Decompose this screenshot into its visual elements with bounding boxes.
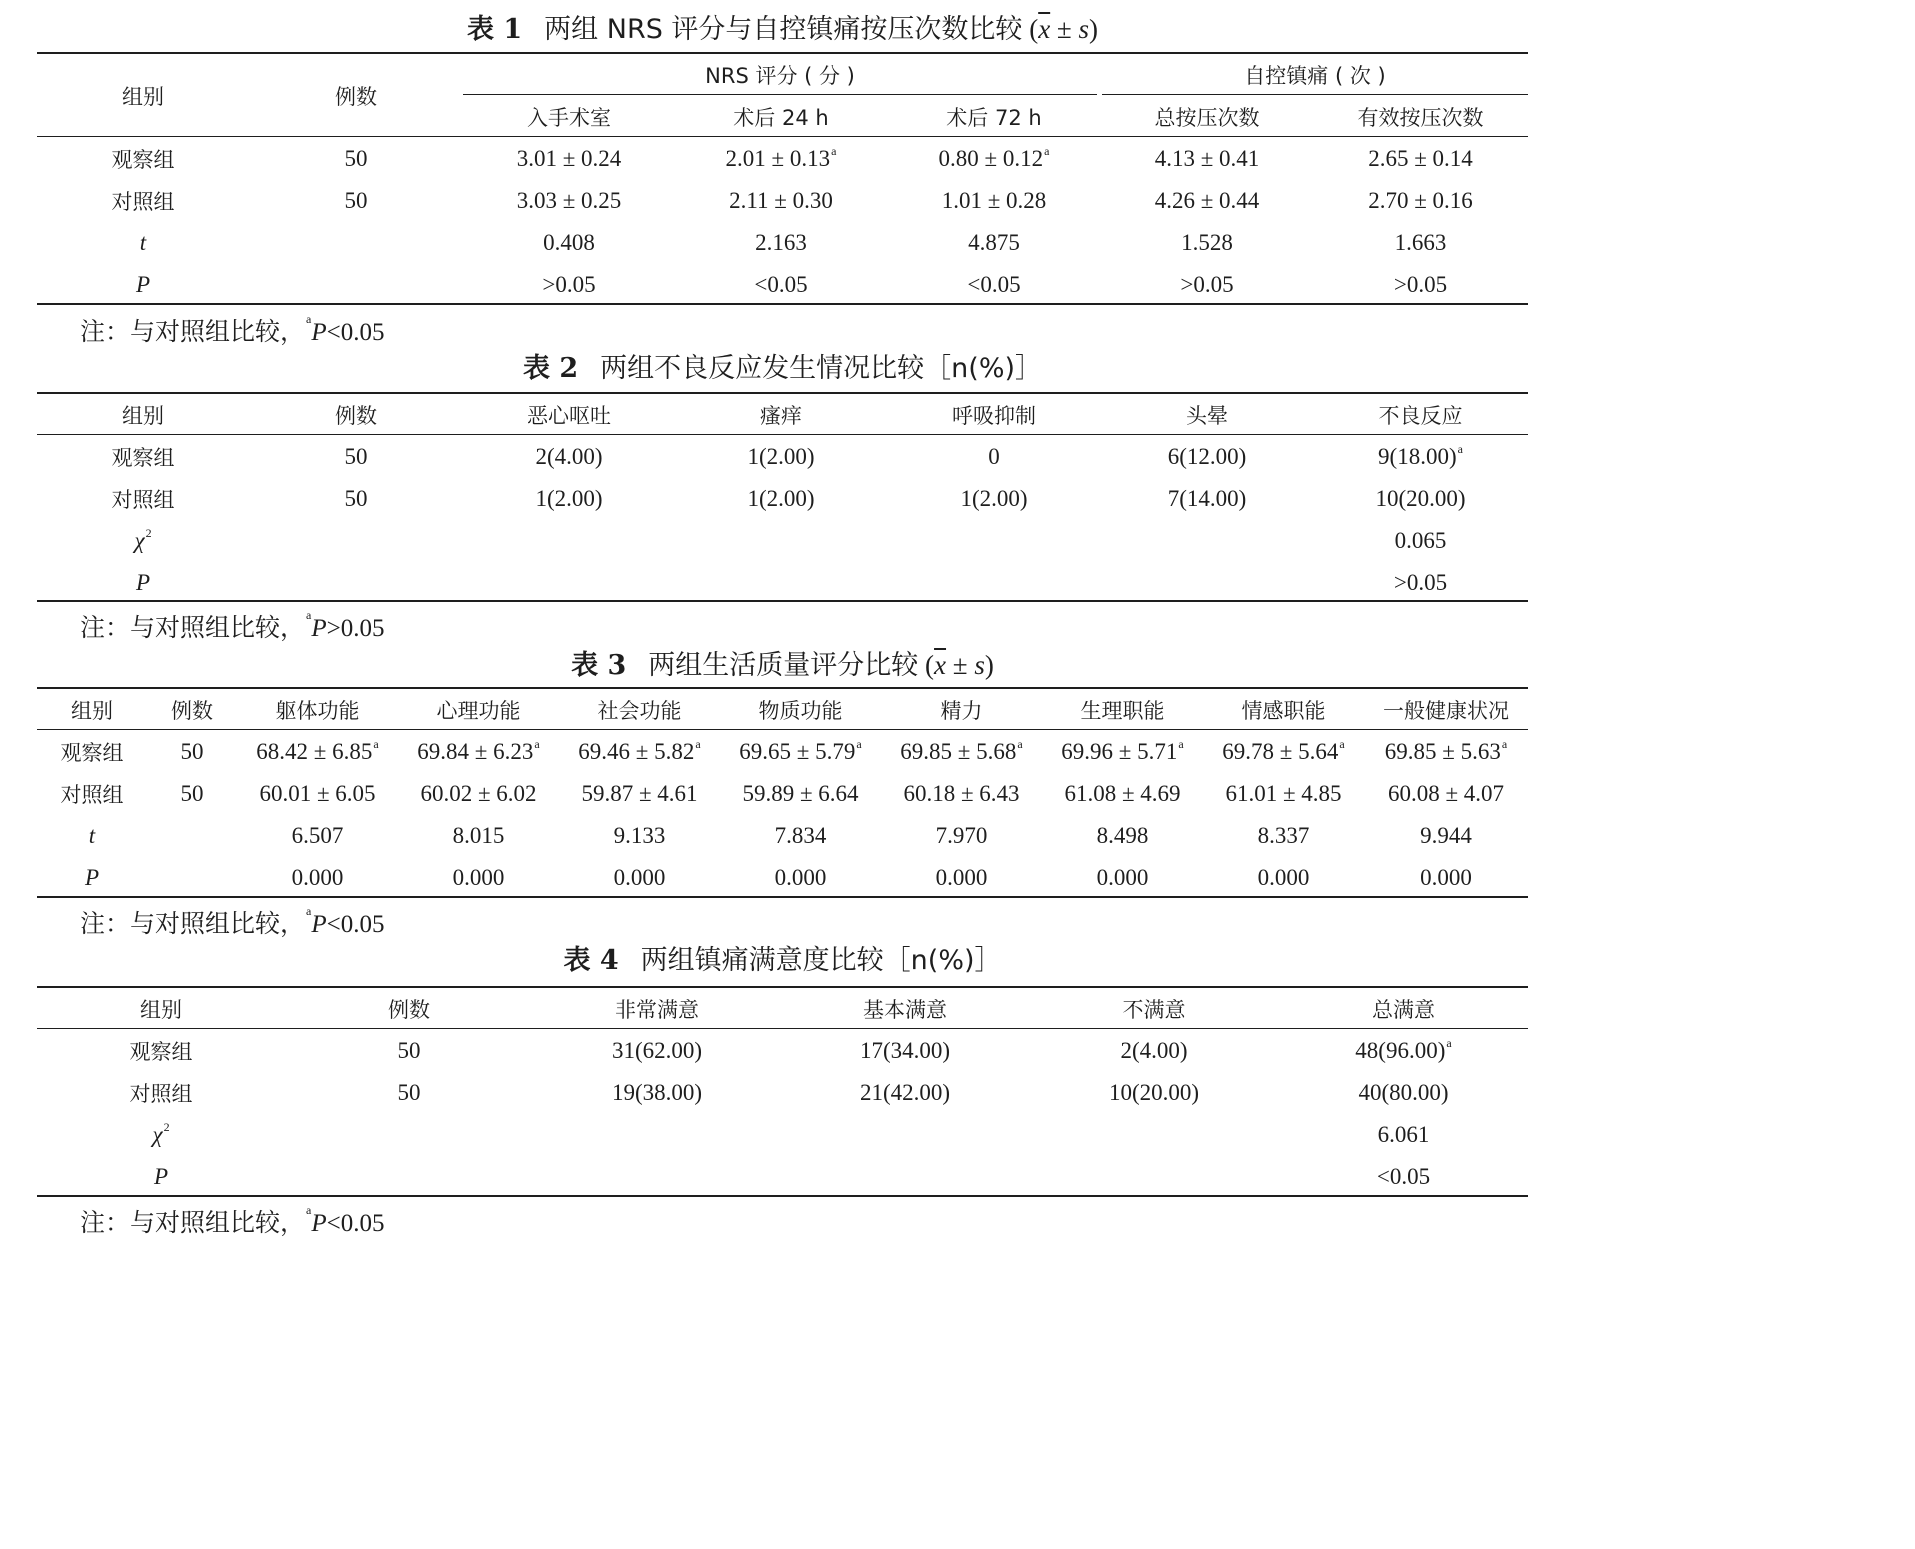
table-cell — [720, 773, 881, 815]
table-cell — [285, 1114, 533, 1156]
table-cell-value: 19(38.00) — [611, 1080, 703, 1105]
table-cell: 69.96 ± 5.71 $^a$ — [1061, 737, 1184, 764]
row-label — [37, 138, 249, 180]
table-cell-value: 2.01 ± 0.13 — [725, 146, 831, 171]
table-cell — [887, 436, 1101, 478]
table-2-note-rest: >0.05 — [326, 615, 385, 642]
table-cell — [237, 857, 398, 899]
table-cell-value: 7.970 — [935, 823, 988, 848]
table-cell-value: 3.01 ± 0.24 — [516, 146, 622, 171]
row-label-text: P — [135, 570, 151, 595]
table-cell-value: 4.875 — [968, 230, 1020, 255]
table-cell: 69.85 ± 5.63 $^a$ — [1384, 737, 1508, 764]
table-cell-value: 0.000 — [1420, 865, 1472, 890]
table-cell-value: 1(2.00) — [747, 444, 815, 469]
table-cell — [249, 562, 463, 604]
table-2-col-resp-depression: 呼吸抑制 — [952, 404, 1036, 428]
table-cell-value: 50 — [397, 1080, 421, 1105]
row-label-text: P — [153, 1164, 169, 1189]
row-label — [37, 1156, 285, 1198]
table-3-col-group: 组别 — [71, 699, 113, 723]
table-cell-value: >0.05 — [542, 272, 596, 297]
table-cell — [1313, 562, 1528, 604]
table-cell — [1101, 562, 1313, 604]
table-1-col-effective-press: 有效按压次数 — [1357, 106, 1484, 130]
row-label — [37, 264, 249, 306]
table-cell — [147, 773, 237, 815]
table-1-group-header-nrs: NRS 评分 ( 分 ) — [705, 64, 855, 88]
table-3-top-rule — [37, 687, 1528, 689]
table-cell-value: 60.08 ± 4.07 — [1387, 781, 1505, 806]
table-cell — [881, 773, 1042, 815]
table-3-stat-sign: ± — [946, 650, 975, 680]
table-cell-value: <0.05 — [754, 272, 808, 297]
row-label — [37, 815, 147, 857]
table-cell-value: 60.18 ± 6.43 — [903, 781, 1020, 806]
table-cell — [398, 815, 559, 857]
table-cell — [887, 520, 1101, 562]
table-cell-value: <0.05 — [967, 272, 1021, 297]
table-cell-value: 60.01 ± 6.05 — [259, 781, 376, 806]
table-1-group-header-pca: 自控镇痛 ( 次 ) — [1244, 64, 1386, 88]
table-cell-value: 21(42.00) — [859, 1080, 951, 1105]
table-2-col-dizziness: 头晕 — [1186, 404, 1228, 428]
table-cell-value: 50 — [344, 486, 368, 511]
table-cell-value: 1.01 ± 0.28 — [941, 188, 1047, 213]
table-cell — [781, 1114, 1029, 1156]
table-1-col-n: 例数 — [335, 85, 377, 109]
table-2-top-rule — [37, 392, 1528, 394]
table-cell — [1101, 138, 1313, 180]
table-cell — [533, 1072, 781, 1114]
table-3-col-physical: 躯体功能 — [275, 699, 360, 723]
table-cell-value: 2(4.00) — [1120, 1038, 1188, 1063]
table-cell — [398, 857, 559, 899]
table-cell-value: 0.000 — [613, 865, 666, 890]
table-cell-value: >0.05 — [1393, 570, 1448, 595]
table-cell-value: 1(2.00) — [747, 486, 815, 511]
table-1-header-rule — [37, 136, 1528, 137]
table-cell — [463, 562, 675, 604]
table-cell — [237, 815, 398, 857]
table-cell — [1101, 436, 1313, 478]
table-cell — [1101, 520, 1313, 562]
table-cell-value: 69.96 ± 5.71 — [1061, 739, 1178, 764]
table-cell-value: 8.015 — [452, 823, 505, 848]
table-cell-value: >0.05 — [1393, 272, 1448, 297]
table-3-number: 表 3 — [571, 650, 627, 681]
table-cell — [463, 180, 675, 222]
table-cell — [887, 180, 1101, 222]
table-cell-value: 0 — [988, 444, 1000, 469]
table-3-note — [80, 904, 384, 940]
table-2-col-nausea: 恶心呕吐 — [527, 404, 611, 428]
table-cell — [720, 857, 881, 899]
table-cell-value: 2.70 ± 0.16 — [1368, 188, 1473, 213]
table-3-note-prefix: 注：与对照组比较， — [80, 909, 306, 938]
table-cell — [463, 436, 675, 478]
table-3-col-n: 例数 — [171, 699, 213, 723]
row-label-text: 对照组 — [129, 1082, 193, 1106]
table-cell-value: 2.65 ± 0.14 — [1368, 146, 1473, 171]
table-cell-value: 0.065 — [1394, 528, 1447, 553]
table-1-note-rest: <0.05 — [326, 319, 385, 346]
table-cell — [1203, 773, 1364, 815]
table-cell — [675, 264, 887, 306]
table-cell — [675, 478, 887, 520]
table-cell — [720, 815, 881, 857]
table-cell-value: 6.061 — [1377, 1122, 1430, 1147]
table-cell — [1313, 138, 1528, 180]
table-cell-value: 0.408 — [543, 230, 595, 255]
table-1-col-total-press: 总按压次数 — [1154, 106, 1260, 130]
table-4-note-prefix: 注：与对照组比较， — [80, 1208, 306, 1237]
table-4-title: 两组镇痛满意度比较［n(%)］ — [640, 945, 1002, 976]
table-4-caption — [37, 944, 1528, 978]
table-cell — [1313, 478, 1528, 520]
table-cell-value: 59.87 ± 4.61 — [581, 781, 698, 806]
table-cell-value: 69.78 ± 5.64 — [1222, 739, 1339, 764]
table-cell-value: 69.85 ± 5.63 — [1384, 739, 1501, 764]
table-cell-value: 17(34.00) — [859, 1038, 951, 1063]
table-cell-value: 0.000 — [935, 865, 988, 890]
row-label — [37, 180, 249, 222]
table-cell-value: 0.000 — [1257, 865, 1310, 890]
row-label-text: P — [84, 865, 100, 890]
table-cell — [1101, 180, 1313, 222]
row-label: χ $^2$ — [152, 1120, 170, 1147]
row-label-text: χ — [134, 528, 145, 553]
row-label — [37, 731, 147, 773]
row-label-text: 对照组 — [60, 783, 124, 807]
table-cell — [781, 1030, 1029, 1072]
row-label — [37, 857, 147, 899]
table-1-group-rule-nrs — [463, 94, 1097, 95]
table-4-note-rest: <0.05 — [326, 1210, 385, 1237]
table-cell-value: 2(4.00) — [535, 444, 603, 469]
table-4-top-rule — [37, 986, 1528, 988]
table-2-col-n: 例数 — [335, 404, 377, 428]
row-label-text: χ — [152, 1122, 163, 1147]
table-3-note-p: P — [311, 911, 327, 938]
table-cell — [881, 857, 1042, 899]
table-cell-value: 8.337 — [1257, 823, 1310, 848]
table-cell — [533, 1156, 781, 1198]
table-cell-value: 10(20.00) — [1375, 486, 1466, 511]
table-cell — [675, 562, 887, 604]
table-1-top-rule — [37, 52, 1528, 54]
table-cell — [781, 1072, 1029, 1114]
table-3-col-social: 社会功能 — [597, 699, 682, 723]
table-cell-value: 0.80 ± 0.12 — [938, 146, 1044, 171]
table-cell — [285, 1030, 533, 1072]
table-cell: 69.46 ± 5.82 $^a$ — [578, 737, 701, 764]
table-cell-value: 8.498 — [1096, 823, 1149, 848]
table-cell-value: 40(80.00) — [1358, 1080, 1449, 1105]
table-4-header-rule — [37, 1028, 1528, 1029]
row-label-text: 观察组 — [111, 148, 175, 172]
table-3-col-vitality: 精力 — [940, 699, 983, 723]
table-cell — [881, 815, 1042, 857]
table-cell — [1279, 1114, 1528, 1156]
table-cell: 69.78 ± 5.64 $^a$ — [1222, 737, 1345, 764]
table-cell — [675, 180, 887, 222]
table-4-note-p: P — [311, 1210, 327, 1237]
table-cell-value: 50 — [344, 188, 368, 213]
table-cell — [887, 222, 1101, 264]
table-1-title: 两组 NRS 评分与自控镇痛按压次数比较 — [544, 14, 1023, 45]
table-2-title: 两组不良反应发生情况比较［n(%)］ — [600, 353, 1043, 384]
table-cell-value: 2.11 ± 0.30 — [729, 188, 833, 213]
row-label-text: 对照组 — [111, 488, 175, 512]
table-1-note-prefix: 注：与对照组比较， — [80, 317, 306, 346]
table-cell-value: 69.84 ± 6.23 — [417, 739, 534, 764]
table-cell: 9(18.00) $^a$ — [1378, 442, 1463, 469]
table-cell — [1279, 1072, 1528, 1114]
row-label — [37, 478, 249, 520]
table-4-number: 表 4 — [563, 945, 619, 976]
table-4-col-n: 例数 — [388, 998, 430, 1022]
table-cell — [887, 562, 1101, 604]
table-cell — [398, 773, 559, 815]
row-label-text: 观察组 — [129, 1040, 193, 1064]
table-cell — [249, 222, 463, 264]
table-cell — [1029, 1072, 1279, 1114]
table-cell — [249, 138, 463, 180]
table-cell — [147, 815, 237, 857]
table-cell — [1101, 264, 1313, 306]
table-cell-value: 50 — [344, 444, 368, 469]
table-cell-value: 0.000 — [774, 865, 827, 890]
table-cell: 68.42 ± 6.85 $^a$ — [256, 737, 379, 764]
table-cell — [249, 520, 463, 562]
table-2-note-p: P — [311, 615, 327, 642]
table-cell-value: >0.05 — [1180, 272, 1234, 297]
row-label — [37, 436, 249, 478]
table-cell-value: 69.65 ± 5.79 — [739, 739, 856, 764]
table-cell — [1101, 222, 1313, 264]
table-cell: 69.84 ± 6.23 $^a$ — [417, 737, 540, 764]
table-1-col-entry: 入手术室 — [527, 106, 611, 130]
table-4-col-total-satisfied: 总满意 — [1372, 998, 1435, 1022]
table-cell — [675, 222, 887, 264]
table-1-stat-sign: ± — [1050, 14, 1079, 44]
table-4-note-sup: a — [306, 1202, 312, 1217]
table-1-col-24h: 术后 24 h — [733, 106, 829, 130]
table-cell — [463, 264, 675, 306]
table-cell — [1313, 180, 1528, 222]
table-1-note-sup: a — [306, 311, 312, 326]
row-label — [37, 1072, 285, 1114]
table-cell: 0.80 ± 0.12 $^a$ — [938, 144, 1050, 171]
table-cell: 2.01 ± 0.13 $^a$ — [725, 144, 837, 171]
table-cell — [1042, 815, 1203, 857]
table-cell — [1313, 520, 1528, 562]
table-cell-value: 69.85 ± 5.68 — [900, 739, 1017, 764]
table-3-col-material: 物质功能 — [758, 699, 843, 723]
row-label-text: t — [139, 230, 147, 255]
table-cell — [285, 1072, 533, 1114]
table-cell — [887, 478, 1101, 520]
table-2-caption — [37, 352, 1528, 386]
table-cell — [1203, 857, 1364, 899]
table-1-section — [37, 0, 1528, 352]
table-3-title: 两组生活质量评分比较 — [648, 650, 919, 681]
table-cell — [781, 1156, 1029, 1198]
table-cell — [1279, 1156, 1528, 1198]
table-3-col-emotional-role: 情感职能 — [1241, 699, 1326, 723]
table-cell — [533, 1114, 781, 1156]
table-cell-value: 69.46 ± 5.82 — [578, 739, 695, 764]
table-cell — [1364, 815, 1528, 857]
row-label-text: t — [88, 823, 96, 848]
table-cell-value: 10(20.00) — [1108, 1080, 1200, 1105]
row-label — [37, 773, 147, 815]
table-3-section — [37, 646, 1528, 944]
table-cell — [559, 815, 720, 857]
table-3-col-psychological: 心理功能 — [436, 699, 521, 723]
table-cell-value: 6.507 — [291, 823, 344, 848]
table-3-caption: 表 3 两组生活质量评分比较 $(\overline{x} \pm s)$ — [571, 650, 994, 681]
table-cell-value: 60.02 ± 6.02 — [420, 781, 537, 806]
table-cell-value: 2.163 — [755, 230, 807, 255]
table-3-note-sup: a — [306, 903, 312, 918]
row-label — [37, 562, 249, 604]
table-4-note — [80, 1203, 384, 1239]
table-cell — [1029, 1030, 1279, 1072]
table-3-note-rest: <0.05 — [326, 911, 385, 938]
table-cell — [675, 436, 887, 478]
table-2-note-prefix: 注：与对照组比较， — [80, 613, 306, 642]
table-cell — [1029, 1114, 1279, 1156]
table-1-group-rule-pca — [1102, 94, 1528, 95]
table-cell — [249, 436, 463, 478]
table-cell-value: 1.663 — [1394, 230, 1447, 255]
table-cell — [249, 180, 463, 222]
table-cell-value: 68.42 ± 6.85 — [256, 739, 373, 764]
row-label-text: 观察组 — [60, 741, 124, 765]
table-cell-value: 50 — [397, 1038, 421, 1063]
table-cell-value: 9.944 — [1420, 823, 1472, 848]
row-label: χ $^2$ — [134, 526, 152, 553]
table-cell: 69.65 ± 5.79 $^a$ — [739, 737, 862, 764]
table-cell — [559, 857, 720, 899]
table-cell — [675, 520, 887, 562]
table-cell-value: 50 — [180, 781, 204, 806]
table-cell — [887, 264, 1101, 306]
table-3-header-rule — [37, 729, 1528, 730]
table-1-col-group: 组别 — [122, 85, 164, 109]
table-cell — [463, 520, 675, 562]
row-label-text: 观察组 — [111, 446, 175, 470]
table-cell-value: 6(12.00) — [1167, 444, 1247, 469]
table-cell-value: 4.26 ± 0.44 — [1154, 188, 1260, 213]
table-cell: 69.85 ± 5.68 $^a$ — [900, 737, 1023, 764]
table-cell — [1101, 478, 1313, 520]
table-cell — [1313, 264, 1528, 306]
table-cell — [147, 731, 237, 773]
table-cell — [1203, 815, 1364, 857]
row-label — [37, 1030, 285, 1072]
table-cell-value: 9.133 — [613, 823, 666, 848]
table-cell — [463, 478, 675, 520]
table-cell — [1364, 857, 1528, 899]
table-cell — [1029, 1156, 1279, 1198]
table-1-number: 表 1 — [466, 14, 523, 45]
table-cell-value: 31(62.00) — [611, 1038, 703, 1063]
row-label — [37, 222, 249, 264]
table-cell-value: 0.000 — [452, 865, 505, 890]
table-cell-value: 1(2.00) — [535, 486, 603, 511]
table-4-col-satisfied: 基本满意 — [863, 998, 947, 1022]
table-cell — [285, 1156, 533, 1198]
table-cell — [1042, 773, 1203, 815]
table-cell — [147, 857, 237, 899]
table-cell-value: 50 — [180, 739, 204, 764]
table-4-col-very-satisfied: 非常满意 — [615, 998, 699, 1022]
table-cell — [1364, 773, 1528, 815]
table-cell-value: 59.89 ± 6.64 — [742, 781, 859, 806]
table-cell — [533, 1030, 781, 1072]
table-2-section — [37, 352, 1528, 646]
table-2-note-sup: a — [306, 607, 312, 622]
table-2-col-pruritus: 瘙痒 — [760, 404, 802, 428]
table-cell-value: 9(18.00) — [1378, 444, 1457, 469]
table-cell-value: 61.08 ± 4.69 — [1064, 781, 1181, 806]
table-cell-value: <0.05 — [1376, 1164, 1431, 1189]
table-1-col-72h: 术后 72 h — [946, 106, 1042, 130]
table-cell-value: 50 — [344, 146, 368, 171]
table-cell-value: 61.01 ± 4.85 — [1225, 781, 1342, 806]
table-cell: 48(96.00) $^a$ — [1355, 1036, 1452, 1063]
table-cell — [463, 138, 675, 180]
table-4-col-unsatisfied: 不满意 — [1122, 998, 1186, 1022]
row-label-text: P — [135, 272, 151, 297]
table-3-col-physical-role: 生理职能 — [1080, 699, 1165, 723]
table-4-col-group: 组别 — [140, 998, 182, 1022]
table-cell-value: 0.000 — [1096, 865, 1149, 890]
table-cell — [249, 264, 463, 306]
table-2-note — [80, 608, 384, 644]
table-1-caption: 表 1 两组 NRS 评分与自控镇痛按压次数比较 $(\overline{x} \pm s)$ — [466, 14, 1099, 45]
table-cell-value: 48(96.00) — [1355, 1038, 1446, 1063]
table-cell-value: 7.834 — [774, 823, 827, 848]
table-cell — [1042, 857, 1203, 899]
table-1-note-p: P — [311, 319, 327, 346]
table-2-number: 表 2 — [522, 353, 579, 384]
table-cell — [1313, 222, 1528, 264]
table-2-col-group: 组别 — [122, 404, 164, 428]
table-cell-value: 4.13 ± 0.41 — [1154, 146, 1260, 171]
table-1-note — [80, 312, 384, 348]
table-cell — [463, 222, 675, 264]
table-cell — [237, 773, 398, 815]
table-2-col-adverse: 不良反应 — [1378, 404, 1463, 428]
table-2-header-rule — [37, 434, 1528, 435]
table-cell-value: 1.528 — [1181, 230, 1233, 255]
table-cell — [559, 773, 720, 815]
table-4-section — [37, 944, 1528, 1244]
table-cell-value: 0.000 — [291, 865, 344, 890]
row-label-text: 对照组 — [111, 190, 175, 214]
table-cell-value: 7(14.00) — [1167, 486, 1247, 511]
table-3-col-general-health: 一般健康状况 — [1383, 699, 1509, 723]
table-cell-value: 3.03 ± 0.25 — [516, 188, 622, 213]
table-cell-value: 1(2.00) — [960, 486, 1028, 511]
table-cell — [249, 478, 463, 520]
